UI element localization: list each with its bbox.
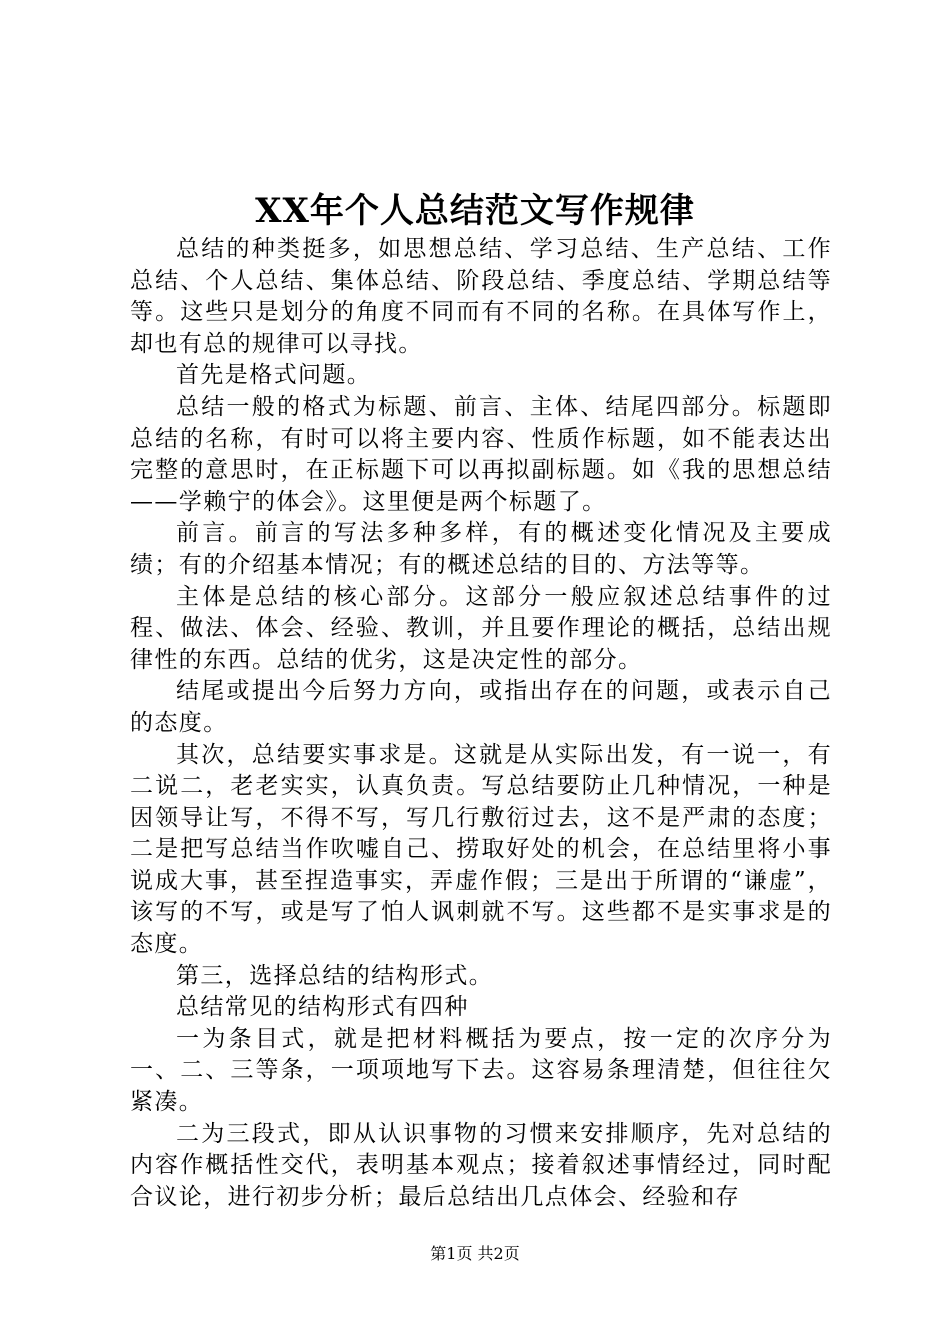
document-title: XX年个人总结范文写作规律 (255, 191, 695, 231)
paragraph: 总结常见的结构形式有四种 (176, 994, 469, 1021)
paragraph: 总结一般的格式为标题、前言、主体、结尾四部分。标题即总结的名称，有时可以将主要内容、性质作标题，如不能表达出完整的意思时，在正标题下可以再拟副标题。如《我的思想总结——学赖宁的体会》。这里便是两个标题了。 (130, 393, 832, 515)
paragraph: 首先是格式问题。 (176, 362, 372, 389)
paragraph: 结尾或提出今后努力方向，或指出存在的问题，或表示自己的态度。 (130, 678, 832, 736)
paragraph: 一为条目式，就是把材料概括为要点，按一定的次序分为一、二、三等条，一项项地写下去。这容易条理清楚，但往往欠紧凑。 (130, 1025, 832, 1116)
paragraph: 第三，选择总结的结构形式。 (176, 962, 494, 989)
paragraph: 其次，总结要实事求是。这就是从实际出发，有一说一，有二说二，老老实实，认真负责。写总结要防止几种情况，一种是因领导让写，不得不写，写几行敷衍过去，这不是严肃的态度；二是把写总结当作吹嘘自己、捞取好处的机会，在总结里将小事说成大事，甚至捏造事实，弄虚作假；三是出于所谓的“谦虚”，该写的不写，或是写了怕人讽刺就不写。这些都不是实事求是的态度。 (130, 741, 832, 958)
paragraph: 二为三段式，即从认识事物的习惯来安排顺序，先对总结的内容作概括性交代，表明基本观点；接着叙述事情经过，同时配合议论，进行初步分析；最后总结出几点体会、经验和存 (130, 1120, 832, 1210)
paragraph: 前言。前言的写法多种多样，有的概述变化情况及主要成绩；有的介绍基本情况；有的概述总结的目的、方法等等。 (130, 520, 832, 578)
paragraph: 总结的种类挺多，如思想总结、学习总结、生产总结、工作总结、个人总结、集体总结、阶段总结、季度总结、学期总结等等。这些只是划分的角度不同而有不同的名称。在具体写作上，却也有总的规律可以寻找。 (130, 236, 832, 357)
page-footer: 第1页 共2页 (430, 1244, 520, 1263)
paragraph: 主体是总结的核心部分。这部分一般应叙述总结事件的过程、做法、体会、经验、教训，并且要作理论的概括，总结出规律性的东西。总结的优劣，这是决定性的部分。 (130, 583, 832, 673)
document-body (130, 234, 832, 1213)
